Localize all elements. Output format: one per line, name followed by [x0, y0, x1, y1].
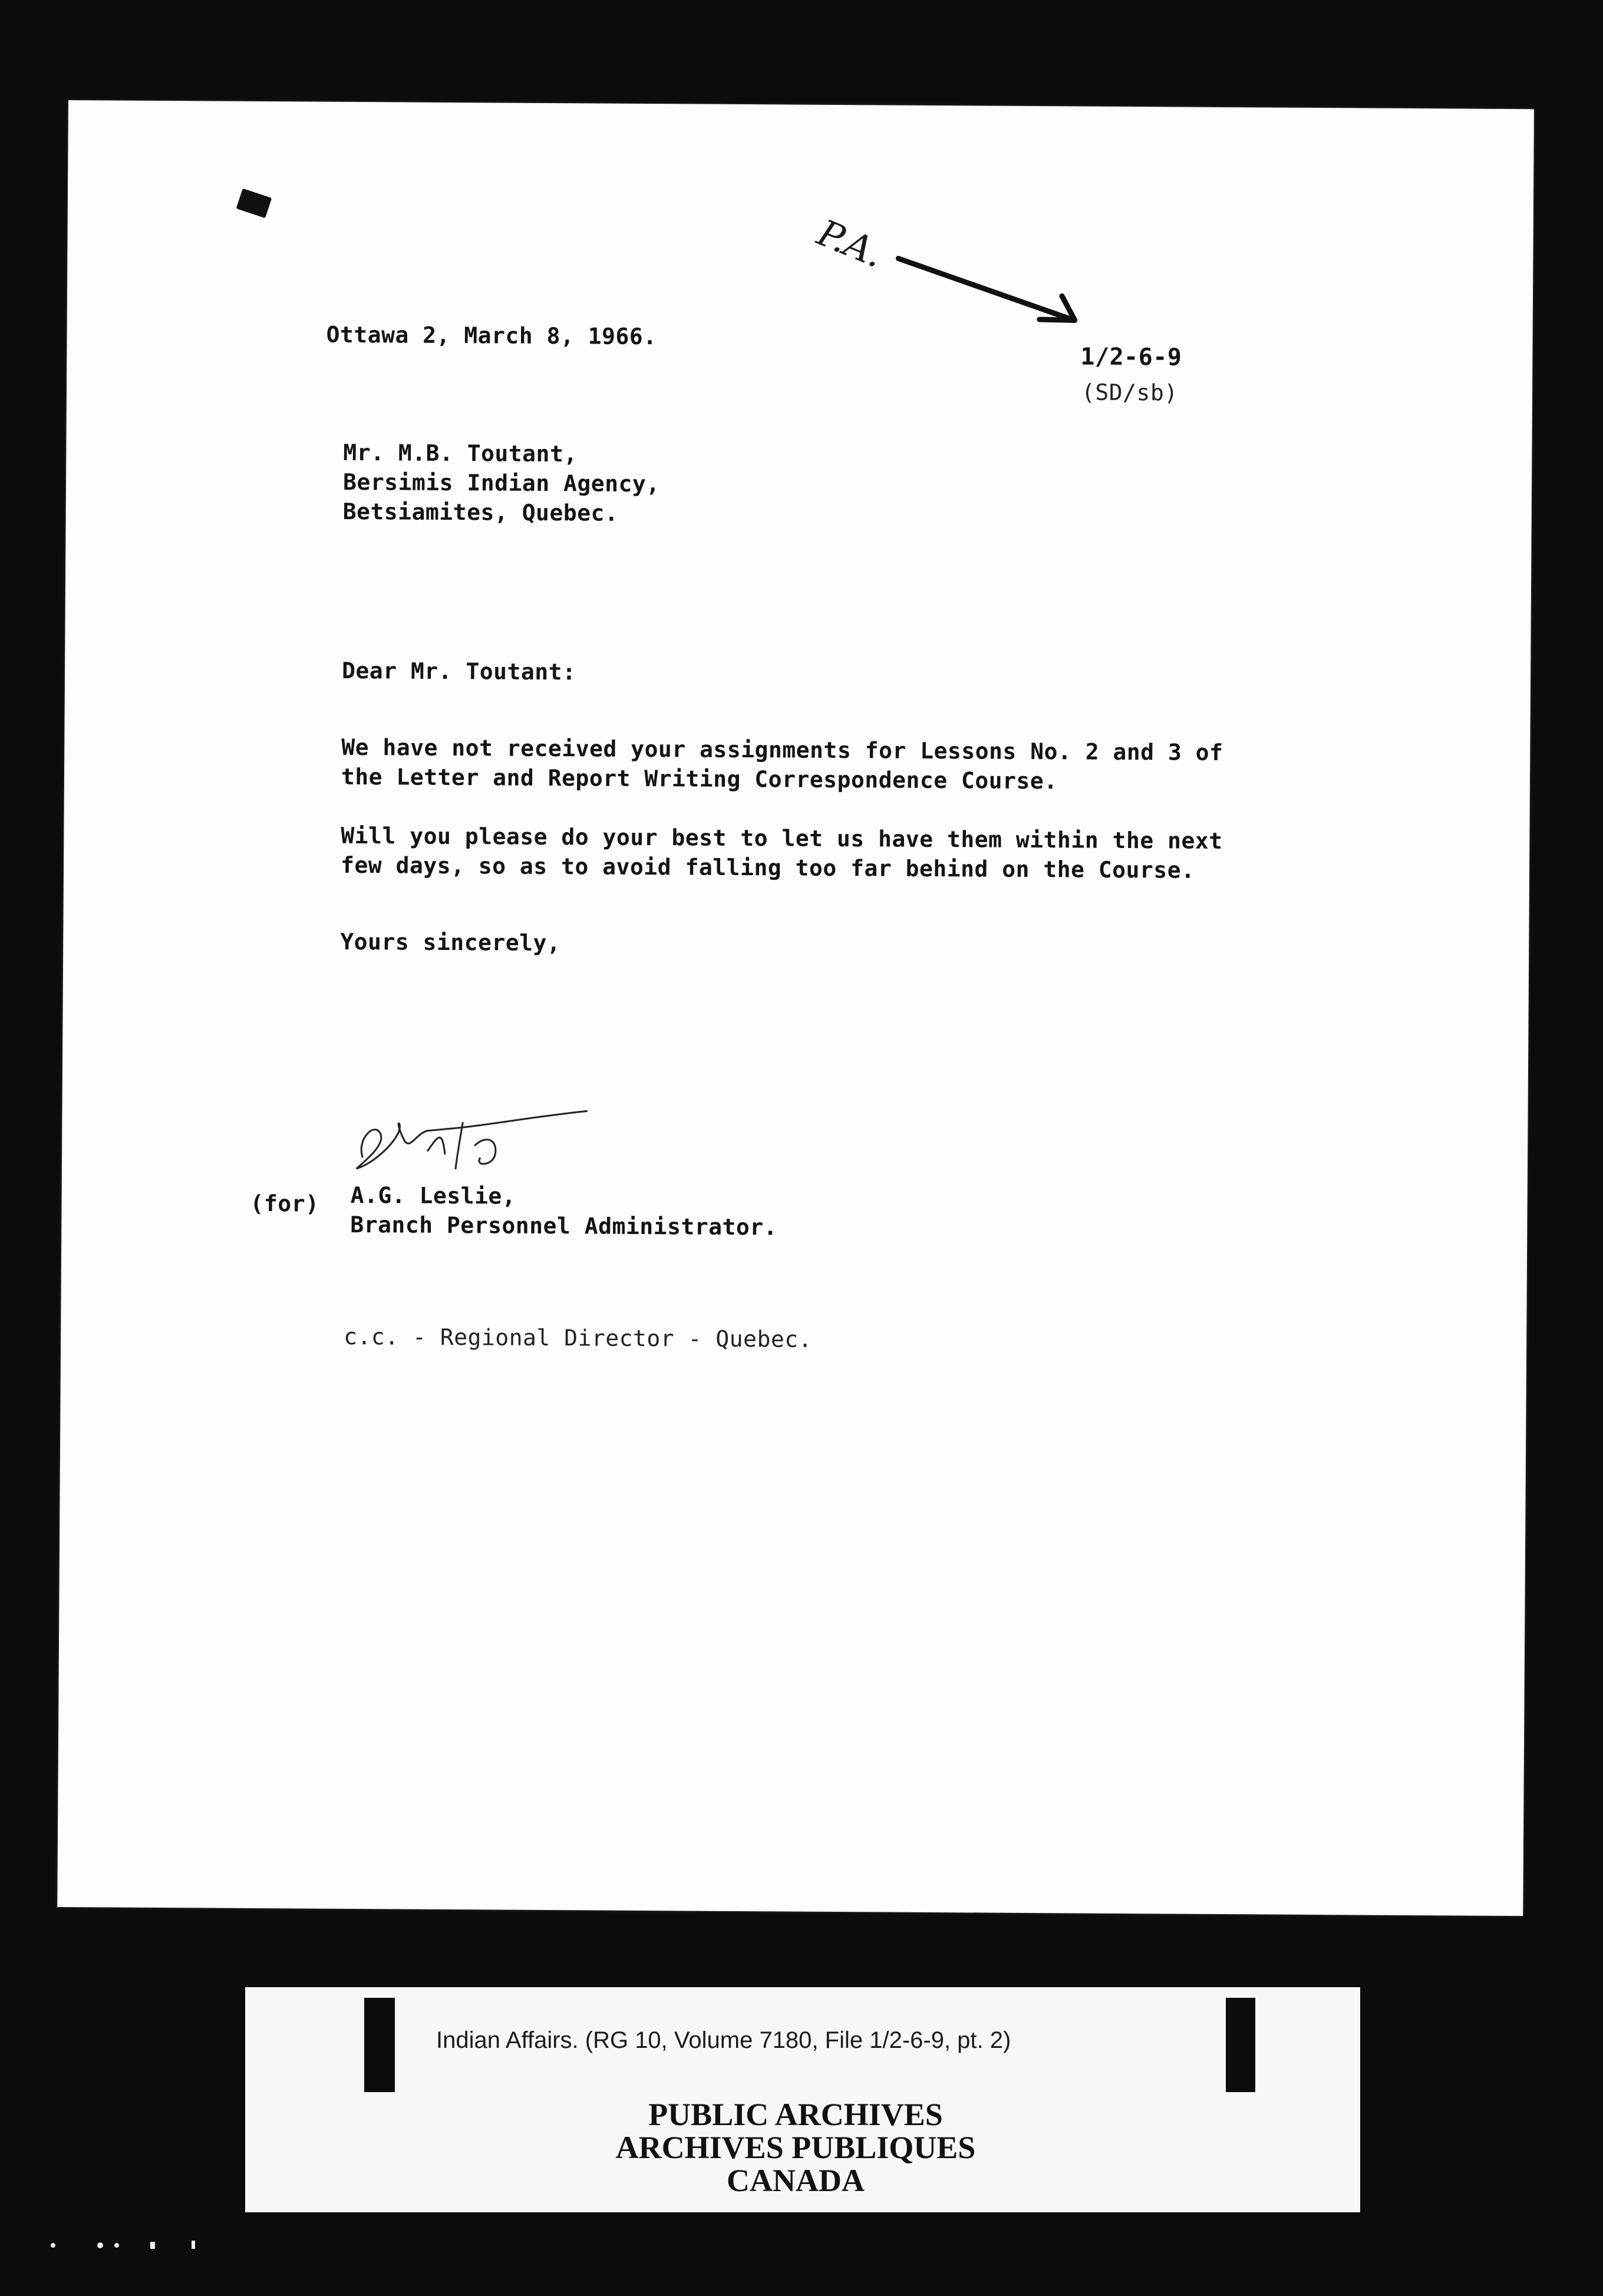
- corner-ink-mark: [236, 189, 272, 219]
- salutation: Dear Mr. Toutant:: [341, 657, 576, 685]
- addressee-line-1: Mr. M.B. Toutant,: [343, 439, 578, 467]
- paragraph-1-line-2: the Letter and Report Writing Correspondence Course.: [341, 763, 1058, 794]
- archive-line-1: PUBLIC ARCHIVES: [648, 2097, 943, 2132]
- addressee-line-2: Bersimis Indian Agency,: [342, 469, 660, 497]
- paragraph-2-line-1: Will you please do your best to let us have them within the next: [341, 822, 1223, 854]
- signer-title: Branch Personnel Administrator.: [350, 1211, 778, 1241]
- file-number: 1/2-6-9: [1080, 343, 1182, 371]
- addressee-line-3: Betsiamites, Quebec.: [342, 498, 619, 526]
- archive-reference: Indian Affairs. (RG 10, Volume 7180, File 1/2-6-9, pt. 2): [436, 2027, 1011, 2053]
- letter-page: [57, 100, 1534, 1916]
- letter-place-date: Ottawa 2, March 8, 1966.: [326, 321, 657, 350]
- handwritten-arrow-icon: [892, 253, 1128, 348]
- paragraph-1-line-1: We have not received your assignments for Lessons No. 2 and 3 of: [341, 734, 1223, 766]
- archive-line-2: ARCHIVES PUBLIQUES: [615, 2130, 976, 2165]
- archive-line-3: CANADA: [727, 2163, 865, 2198]
- stamp-tab-right: [1226, 1998, 1255, 2092]
- stamp-tab-left: [364, 1998, 395, 2092]
- handwritten-signature: [339, 1098, 658, 1188]
- film-edge-marks: [35, 2234, 271, 2257]
- signer-prefix: (for): [250, 1190, 319, 1217]
- closing: Yours sincerely,: [340, 928, 561, 956]
- carbon-copy-line: c.c. - Regional Director - Quebec.: [344, 1323, 813, 1352]
- handwritten-pa-note: P.A.: [812, 210, 890, 276]
- archive-stamp-label: [566, 2098, 1025, 2197]
- signer-name: A.G. Leslie,: [350, 1182, 516, 1209]
- typist-initials: (SD/sb): [1081, 379, 1178, 406]
- paragraph-2-line-2: few days, so as to avoid falling too far behind on the Course.: [340, 852, 1195, 883]
